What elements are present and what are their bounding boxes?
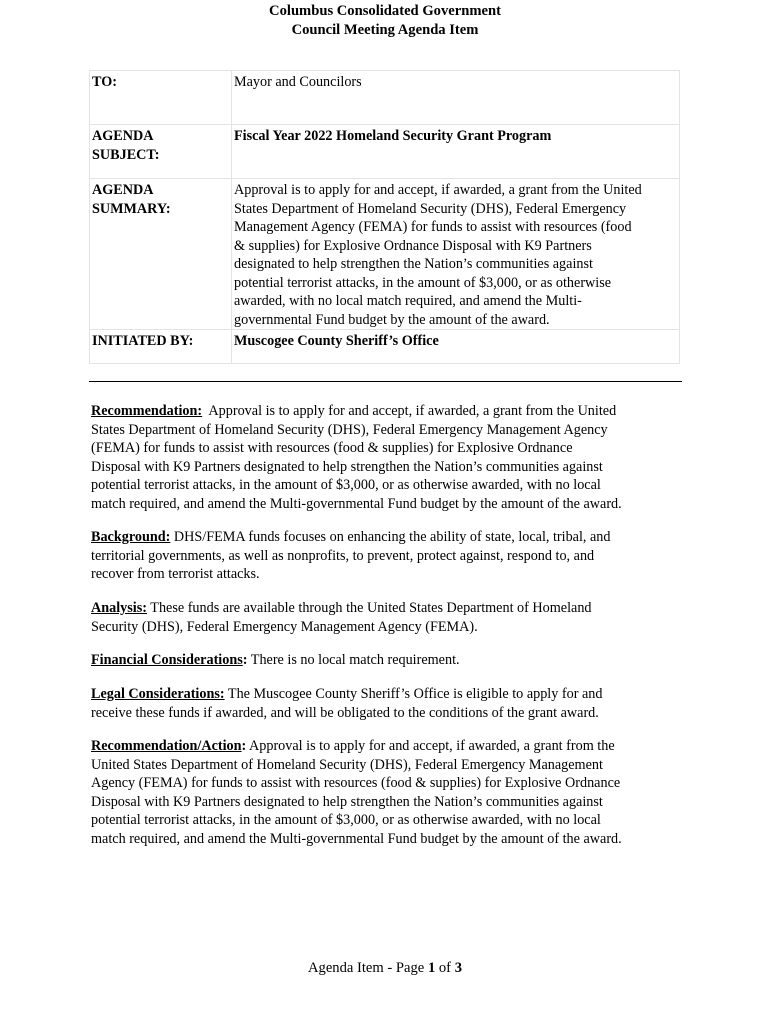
analysis-line: Security (DHS), Federal Emergency Management Agency (FEMA). (91, 618, 478, 635)
recommendation-paragraph (91, 402, 681, 421)
analysis-section (91, 599, 681, 636)
table-row-summary (90, 179, 680, 330)
action-line: United States Department of Homeland Security (DHS), Federal Emergency Management (91, 756, 603, 773)
summary-label (92, 179, 231, 218)
initiated-value-cell (232, 330, 680, 364)
footer-page-number: 1 (427, 960, 436, 976)
table-row-to (90, 71, 680, 125)
subject-value-cell (232, 125, 680, 179)
footer-page-total: 3 (454, 960, 462, 976)
initiated-value: Muscogee County Sheriff’s Office (234, 333, 439, 349)
subject-label-line-2: SUBJECT: (92, 146, 160, 163)
recommendation-line: (FEMA) for funds to assist with resources (food & supplies) for Explosive Ordnance (91, 440, 573, 456)
to-label: TO: (92, 74, 117, 90)
summary-label-cell (90, 179, 232, 330)
background-section (91, 528, 681, 584)
agenda-info-table (89, 70, 680, 364)
financial-section (91, 651, 681, 670)
horizontal-divider (89, 381, 682, 382)
summary-line: awarded, with no local match required, and amend the Multi- (234, 293, 582, 309)
summary-label-line-2: SUMMARY: (92, 200, 171, 217)
legal-section (91, 685, 681, 722)
to-value: Mayor and Councilors (234, 74, 362, 90)
document-header (0, 2, 770, 39)
legal-line: The Muscogee County Sheriff’s Office is eligible to apply for and (224, 686, 603, 702)
summary-line: potential terrorist attacks, in the amount of $3,000, or as otherwise (234, 274, 612, 291)
action-heading: Recommendation/Action (91, 738, 242, 754)
background-heading: Background: (91, 529, 171, 545)
analysis-line: These funds are available through the United States Department of Homeland (146, 600, 592, 616)
financial-colon: : (242, 652, 248, 668)
action-line: Disposal with K9 Partners designated to help strengthen the Nation’s communities against (91, 793, 603, 810)
recommendation-line: Disposal with K9 Partners designated to help strengthen the Nation’s communities against (91, 458, 603, 475)
action-line: match required, and amend the Multi-governmental Fund budget by the amount of the award. (91, 830, 622, 847)
recommendation-line: match required, and amend the Multi-governmental Fund budget by the amount of the award. (91, 495, 622, 512)
subject-label-cell (90, 125, 232, 179)
summary-value (234, 179, 675, 329)
subject-label (92, 125, 231, 164)
summary-line: governmental Fund budget by the amount of the award. (234, 311, 550, 328)
background-paragraph (91, 528, 681, 547)
subject-value: Fiscal Year 2022 Homeland Security Grant Program (234, 128, 552, 144)
header-doc-type: Council Meeting Agenda Item (291, 21, 479, 38)
action-section (91, 737, 681, 848)
financial-paragraph (91, 651, 681, 670)
recommendation-line: Approval is to apply for and accept, if awarded, a grant from the United (202, 403, 617, 419)
summary-value-cell (232, 179, 680, 330)
action-paragraph (91, 737, 681, 756)
summary-line: designated to help strengthen the Nation’s communities against (234, 256, 593, 272)
summary-label-line-1: AGENDA (92, 182, 154, 198)
summary-line: Approval is to apply for and accept, if awarded, a grant from the United (234, 182, 642, 198)
footer-of: of (435, 960, 455, 976)
action-line: potential terrorist attacks, in the amount of $3,000, or as otherwise awarded, with no local (91, 812, 601, 828)
footer-prefix: Agenda Item - Page (307, 960, 428, 976)
background-line: recover from terrorist attacks. (91, 566, 260, 582)
table-row-subject (90, 125, 680, 179)
legal-line: receive these funds if awarded, and will be obligated to the conditions of the grant award. (91, 704, 599, 721)
background-line: DHS/FEMA funds focuses on enhancing the ability of state, local, tribal, and (170, 529, 611, 545)
table-row-initiated (90, 330, 680, 364)
action-line: Approval is to apply for and accept, if awarded, a grant from the (246, 738, 615, 754)
recommendation-section (91, 402, 681, 513)
background-line: territorial governments, as well as nonprofits, to prevent, protect against, respond to, and (91, 547, 595, 564)
summary-line: Management Agency (FEMA) for funds to assist with resources (food (234, 219, 632, 235)
analysis-paragraph (91, 599, 681, 618)
legal-paragraph (91, 685, 681, 704)
recommendation-line: potential terrorist attacks, in the amount of $3,000, or as otherwise awarded, with no local (91, 477, 601, 493)
recommendation-heading: Recommendation: (91, 403, 203, 419)
to-label-cell (90, 71, 232, 125)
subject-label-line-1: AGENDA (92, 128, 154, 144)
to-value-cell (232, 71, 680, 125)
summary-line: States Department of Homeland Security (DHS), Federal Emergency (234, 200, 627, 217)
action-line: Agency (FEMA) for funds to assist with resources (food & supplies) for Explosive Ordnance (91, 775, 621, 791)
initiated-label-cell (90, 330, 232, 364)
legal-heading: Legal Considerations: (91, 686, 225, 702)
action-colon: : (241, 738, 247, 754)
header-organization: Columbus Consolidated Government (269, 3, 501, 19)
analysis-heading: Analysis: (91, 600, 147, 616)
financial-heading: Financial Considerations (91, 652, 243, 668)
financial-line: There is no local match requirement. (247, 652, 460, 668)
page-footer (0, 959, 770, 978)
summary-line: & supplies) for Explosive Ordnance Disposal with K9 Partners (234, 237, 592, 254)
initiated-label: INITIATED BY: (92, 333, 194, 349)
recommendation-line: States Department of Homeland Security (DHS), Federal Emergency Management Agency (91, 421, 608, 438)
